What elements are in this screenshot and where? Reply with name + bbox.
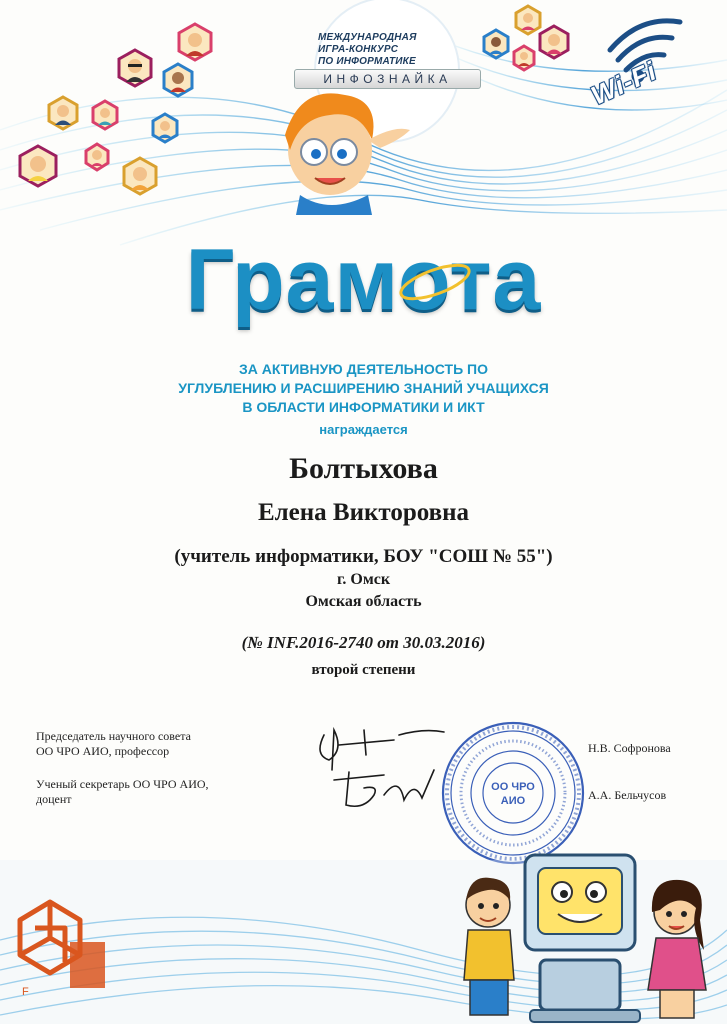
orbit-swoosh-icon [395, 250, 475, 310]
recipient-region: Омская область [305, 593, 422, 610]
certificate-number: (№ INF.2016-2740 от 30.03.2016) [241, 633, 486, 652]
seal-center-line-1: ОО ЧРО [491, 781, 535, 793]
wifi-badge: Wi-Fi [586, 55, 662, 111]
secretary-name: А.А. Бельчусов [588, 788, 667, 802]
kids-computer-illustration [450, 830, 720, 1024]
recipient-city: г. Омск [336, 571, 391, 588]
contest-line-3: ПО ИНФОРМАТИКЕ [318, 56, 416, 67]
reason-line-2: УГЛУБЛЕНИЮ И РАСШИРЕНИЮ ЗНАНИЙ УЧАЩИХСЯ [178, 380, 549, 396]
certificate-title: Грамота [185, 232, 542, 328]
reason-line-1: ЗА АКТИВНУЮ ДЕЯТЕЛЬНОСТЬ ПО [238, 361, 488, 377]
organization-logo [10, 880, 120, 1000]
secretary-title-2: доцент [36, 792, 72, 806]
contest-line-1: МЕЖДУНАРОДНАЯ [318, 32, 417, 43]
recipient-given-names: Елена Викторовна [257, 499, 470, 526]
svg-text:F: F [22, 986, 29, 998]
award-degree: второй степени [311, 662, 416, 678]
secretary-title-1: Ученый секретарь ОО ЧРО АИО, [36, 777, 209, 791]
contest-name: ИНФОЗНАЙКА [294, 69, 481, 89]
seal-center-line-2: АИО [500, 795, 526, 807]
reason-line-3: В ОБЛАСТИ ИНФОРМАТИКИ И ИКТ [242, 399, 485, 415]
recipient-surname: Болтыхова [289, 452, 438, 485]
awarded-label: награждается [319, 422, 408, 437]
chair-name: Н.В. Софронова [588, 741, 671, 755]
handwritten-signature [304, 710, 454, 820]
chair-title-2: ОО ЧРО АИО, профессор [36, 744, 170, 758]
contest-badge [282, 18, 492, 138]
chair-title-1: Председатель научного совета [36, 729, 191, 743]
recipient-position: (учитель информатики, БОУ "СОШ № 55") [174, 546, 553, 567]
contest-line-2: ИГРА-КОНКУРС [318, 44, 399, 55]
